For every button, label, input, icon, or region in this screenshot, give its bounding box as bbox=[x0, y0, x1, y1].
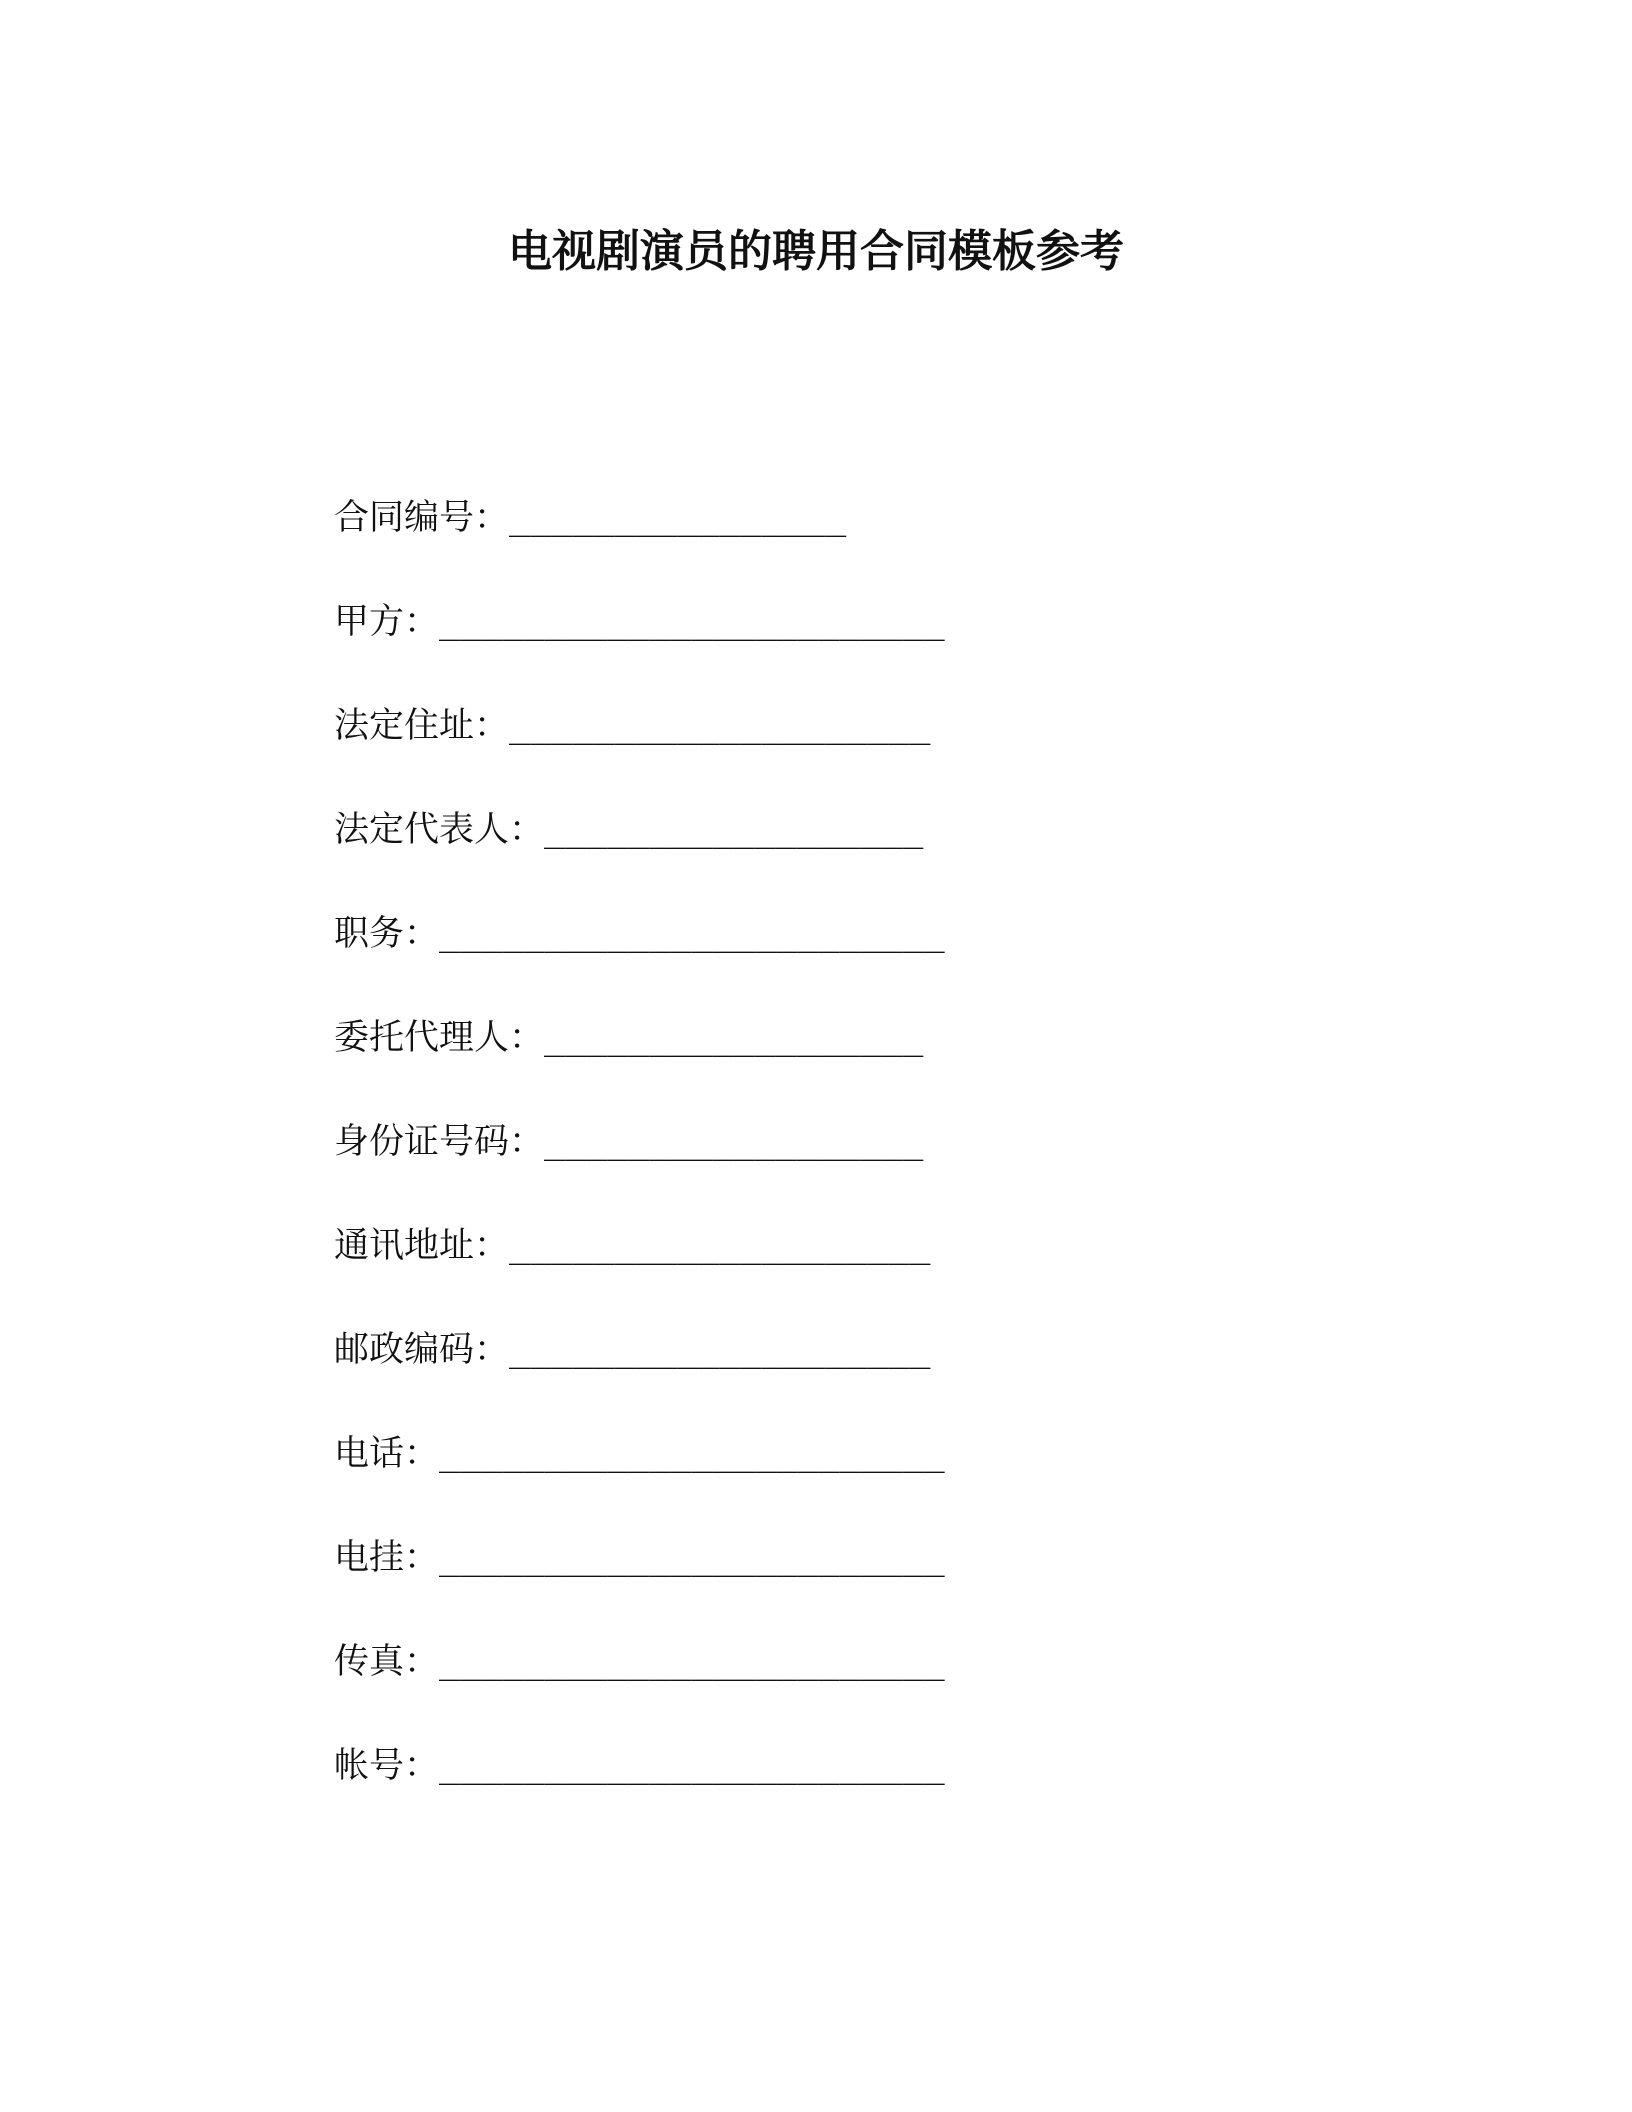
blank-line: __________________ bbox=[544, 810, 924, 850]
field-label: 电挂： bbox=[334, 1538, 440, 1578]
field-row-postal-code bbox=[334, 1326, 1234, 1430]
blank-line: __________________ bbox=[544, 1122, 924, 1162]
document-title: 电视剧演员的聘用合同模板参考 bbox=[508, 226, 1124, 277]
field-label: 通讯地址： bbox=[334, 1226, 510, 1266]
field-row-account-number bbox=[334, 1742, 1234, 1846]
blank-line: ____________________ bbox=[509, 1330, 931, 1370]
field-label: 职务： bbox=[334, 914, 440, 954]
blank-line: ________________________ bbox=[439, 1434, 945, 1474]
field-row-contract-number bbox=[334, 494, 1234, 598]
field-label: 法定代表人： bbox=[334, 810, 545, 850]
blank-line: ________________________ bbox=[439, 1538, 945, 1578]
field-row-phone bbox=[334, 1430, 1234, 1534]
blank-line: ________________ bbox=[509, 498, 847, 538]
field-row-fax bbox=[334, 1638, 1234, 1742]
blank-line: ________________________ bbox=[439, 914, 945, 954]
field-row-id-number bbox=[334, 1118, 1234, 1222]
field-row-legal-representative bbox=[334, 806, 1234, 910]
blank-line: ________________________ bbox=[439, 1746, 945, 1786]
field-label: 甲方： bbox=[334, 602, 440, 642]
field-row-mailing-address bbox=[334, 1222, 1234, 1326]
contract-fields bbox=[334, 494, 1234, 1846]
field-row-authorized-agent bbox=[334, 1014, 1234, 1118]
field-row-telegraph bbox=[334, 1534, 1234, 1638]
blank-line: ________________________ bbox=[439, 1642, 945, 1682]
field-label: 传真： bbox=[334, 1642, 440, 1682]
field-label: 合同编号： bbox=[334, 498, 510, 538]
field-label: 身份证号码： bbox=[334, 1122, 545, 1162]
field-label: 委托代理人： bbox=[334, 1018, 545, 1058]
field-label: 法定住址： bbox=[334, 706, 510, 746]
field-row-position bbox=[334, 910, 1234, 1014]
blank-line: ____________________ bbox=[509, 706, 931, 746]
field-label: 电话： bbox=[334, 1434, 440, 1474]
blank-line: ________________________ bbox=[439, 602, 945, 642]
blank-line: __________________ bbox=[544, 1018, 924, 1058]
field-label: 帐号： bbox=[334, 1746, 440, 1786]
blank-line: ____________________ bbox=[509, 1226, 931, 1266]
field-label: 邮政编码： bbox=[334, 1330, 510, 1370]
field-row-legal-address bbox=[334, 702, 1234, 806]
field-row-party-a bbox=[334, 598, 1234, 702]
